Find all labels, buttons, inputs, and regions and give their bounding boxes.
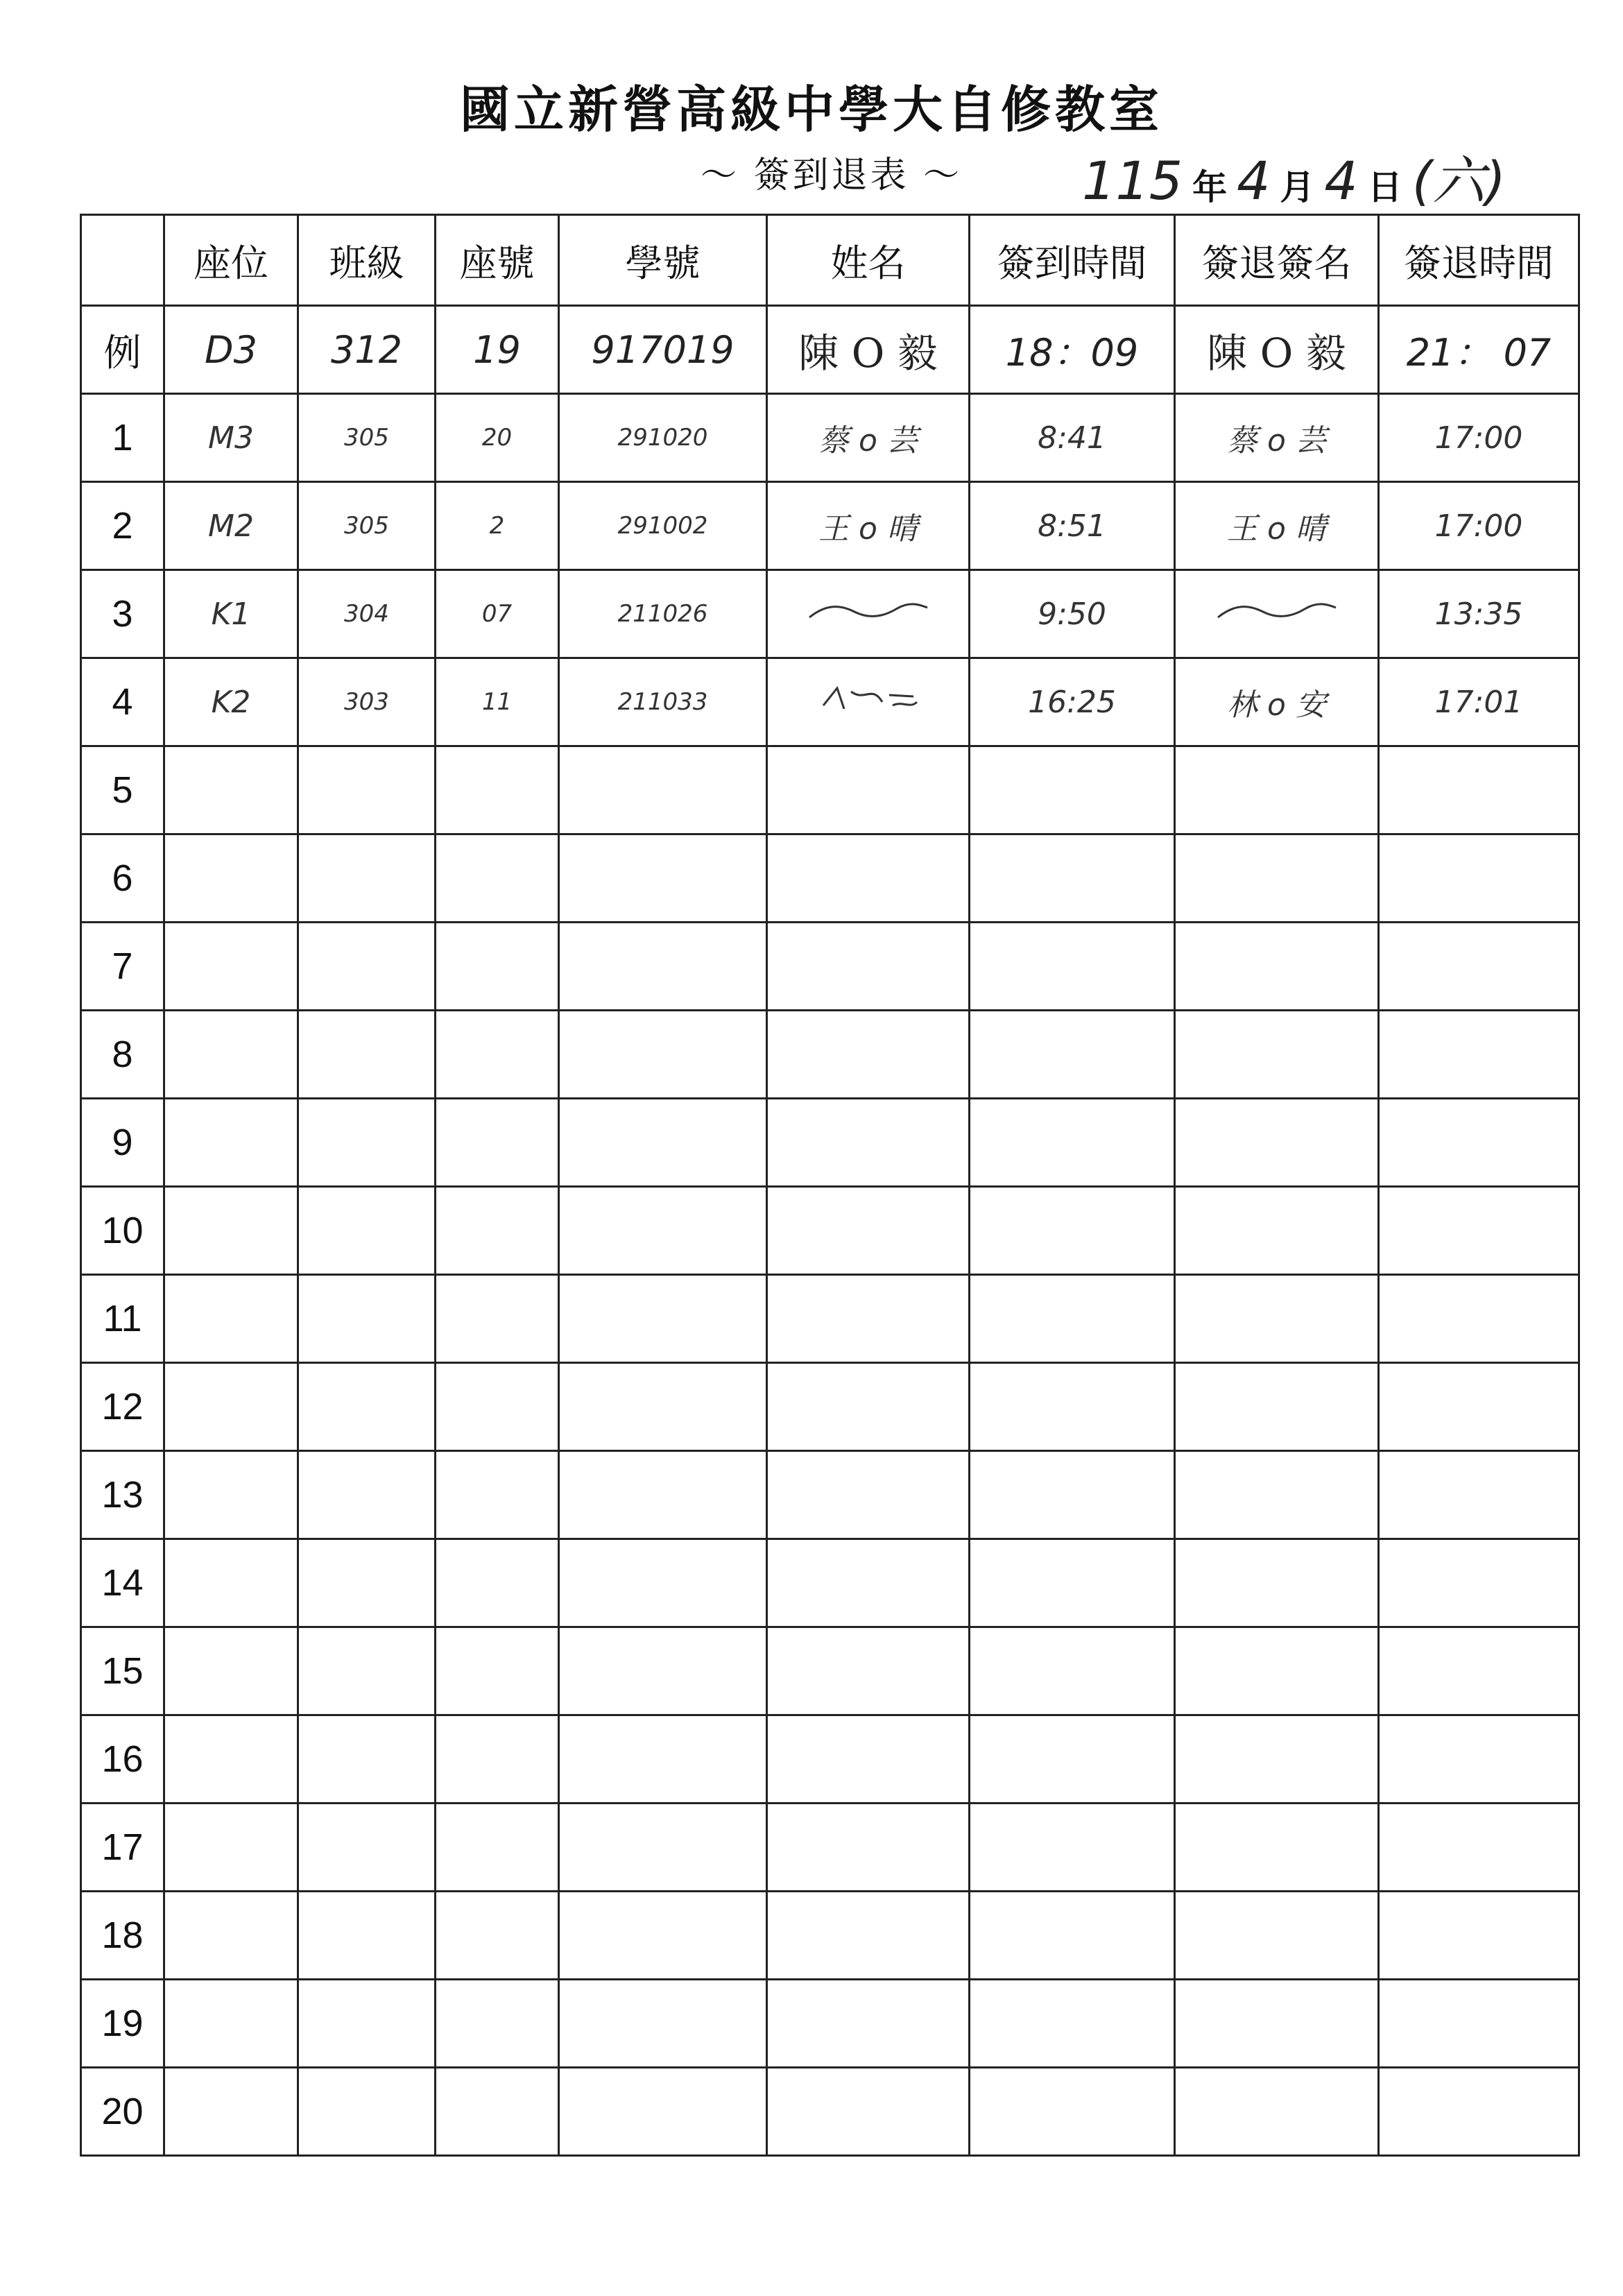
seat-cell: K1 bbox=[164, 570, 298, 658]
header-name: 姓名 bbox=[767, 215, 970, 306]
sign-in-cell bbox=[970, 2068, 1175, 2156]
sign-in-cell bbox=[970, 1627, 1175, 1715]
table-row bbox=[81, 1715, 1579, 1804]
sign-out-cell bbox=[1379, 1451, 1579, 1539]
student-id-cell bbox=[559, 1804, 767, 1892]
student-id-cell: 211026 bbox=[559, 570, 767, 658]
student-id-cell bbox=[559, 923, 767, 1011]
row-number: 3 bbox=[81, 570, 164, 658]
header-index bbox=[81, 215, 164, 306]
class-cell bbox=[298, 923, 436, 1011]
sign-out-name-cell bbox=[1175, 1715, 1379, 1804]
sign-out-cell bbox=[1379, 1099, 1579, 1187]
table-row bbox=[81, 1451, 1579, 1539]
table-row bbox=[81, 1539, 1579, 1627]
class-cell bbox=[298, 1187, 436, 1275]
class-cell: 305 bbox=[298, 482, 436, 570]
row-number: 15 bbox=[81, 1627, 164, 1715]
number-cell bbox=[436, 1804, 559, 1892]
example-student-id: 917019 bbox=[559, 306, 767, 394]
student-id-cell bbox=[559, 1275, 767, 1363]
name-cell bbox=[767, 570, 970, 658]
number-cell bbox=[436, 1011, 559, 1099]
student-id-cell bbox=[559, 1627, 767, 1715]
student-id-cell bbox=[559, 834, 767, 923]
sign-out-cell bbox=[1379, 2068, 1579, 2156]
date-month: 4 bbox=[1237, 150, 1271, 212]
header-class: 班級 bbox=[298, 215, 436, 306]
sign-in-cell bbox=[970, 1892, 1175, 1980]
name-cell bbox=[767, 746, 970, 834]
name-cell bbox=[767, 1363, 970, 1451]
page-subtitle: ～ 簽到退表 ～ bbox=[701, 155, 963, 196]
header-seat: 座位 bbox=[164, 215, 298, 306]
number-cell bbox=[436, 1980, 559, 2068]
student-id-cell bbox=[559, 1892, 767, 1980]
name-cell bbox=[767, 1451, 970, 1539]
number-cell bbox=[436, 1539, 559, 1627]
table-row bbox=[81, 1627, 1579, 1715]
sign-in-cell bbox=[970, 1275, 1175, 1363]
table-row bbox=[81, 394, 1579, 482]
student-id-cell bbox=[559, 1099, 767, 1187]
number-cell bbox=[436, 1099, 559, 1187]
sign-out-cell bbox=[1379, 1804, 1579, 1892]
sign-out-cell: 17:00 bbox=[1379, 482, 1579, 570]
sign-out-name-cell bbox=[1175, 1099, 1379, 1187]
sign-in-cell bbox=[970, 1099, 1175, 1187]
header-sign-in-time: 簽到時間 bbox=[970, 215, 1175, 306]
number-cell bbox=[436, 1892, 559, 1980]
sign-out-name-cell bbox=[1175, 570, 1379, 658]
sign-in-cell bbox=[970, 1539, 1175, 1627]
sign-in-cell bbox=[970, 746, 1175, 834]
date-month-label: 月 bbox=[1280, 166, 1315, 207]
date-year: 115 bbox=[1082, 150, 1183, 212]
sign-out-cell bbox=[1379, 1275, 1579, 1363]
number-cell bbox=[436, 1275, 559, 1363]
table-row bbox=[81, 746, 1579, 834]
sign-out-cell bbox=[1379, 1363, 1579, 1451]
seat-cell bbox=[164, 1451, 298, 1539]
date-year-label: 年 bbox=[1192, 166, 1228, 207]
example-label: 例 bbox=[81, 306, 164, 394]
example-sign-in: 18：09 bbox=[970, 306, 1175, 394]
class-cell bbox=[298, 1892, 436, 1980]
sign-out-name-cell bbox=[1175, 1804, 1379, 1892]
table-row bbox=[81, 1804, 1579, 1892]
name-cell bbox=[767, 1804, 970, 1892]
student-id-cell bbox=[559, 1715, 767, 1804]
date-day-label: 日 bbox=[1367, 166, 1402, 207]
table-header-row bbox=[81, 215, 1579, 306]
seat-cell: K2 bbox=[164, 658, 298, 746]
seat-cell bbox=[164, 1980, 298, 2068]
seat-cell bbox=[164, 1187, 298, 1275]
sign-out-cell bbox=[1379, 834, 1579, 923]
table-row bbox=[81, 1892, 1579, 1980]
sign-in-cell bbox=[970, 1363, 1175, 1451]
row-number: 11 bbox=[81, 1275, 164, 1363]
example-name: 陳 O 毅 bbox=[767, 306, 970, 394]
class-cell bbox=[298, 1275, 436, 1363]
name-cell bbox=[767, 1715, 970, 1804]
sign-in-cell: 8:51 bbox=[970, 482, 1175, 570]
row-number: 12 bbox=[81, 1363, 164, 1451]
name-cell bbox=[767, 1627, 970, 1715]
signature-scribble bbox=[816, 681, 920, 716]
seat-cell bbox=[164, 1011, 298, 1099]
class-cell: 305 bbox=[298, 394, 436, 482]
student-id-cell: 211033 bbox=[559, 658, 767, 746]
student-id-cell bbox=[559, 1187, 767, 1275]
sign-out-name-cell bbox=[1175, 1539, 1379, 1627]
number-cell bbox=[436, 746, 559, 834]
sign-out-name-cell: 王 o 晴 bbox=[1175, 482, 1379, 570]
sign-in-cell bbox=[970, 1715, 1175, 1804]
sign-out-cell bbox=[1379, 923, 1579, 1011]
name-cell bbox=[767, 923, 970, 1011]
class-cell: 303 bbox=[298, 658, 436, 746]
example-number: 19 bbox=[436, 306, 559, 394]
number-cell bbox=[436, 1451, 559, 1539]
name-cell bbox=[767, 834, 970, 923]
table-row bbox=[81, 570, 1579, 658]
student-id-cell bbox=[559, 2068, 767, 2156]
sign-out-name-cell bbox=[1175, 1363, 1379, 1451]
number-cell bbox=[436, 923, 559, 1011]
class-cell bbox=[298, 2068, 436, 2156]
student-id-cell bbox=[559, 1011, 767, 1099]
page-title: 國立新營高級中學大自修教室 bbox=[459, 80, 1163, 139]
row-number: 7 bbox=[81, 923, 164, 1011]
row-number: 13 bbox=[81, 1451, 164, 1539]
student-id-cell bbox=[559, 746, 767, 834]
number-cell: 07 bbox=[436, 570, 559, 658]
name-cell: 蔡 o 芸 bbox=[767, 394, 970, 482]
row-number: 1 bbox=[81, 394, 164, 482]
sign-in-cell: 8:41 bbox=[970, 394, 1175, 482]
table-row bbox=[81, 1187, 1579, 1275]
table-row bbox=[81, 482, 1579, 570]
example-class: 312 bbox=[298, 306, 436, 394]
sign-in-cell bbox=[970, 923, 1175, 1011]
example-row bbox=[81, 306, 1579, 394]
table-row bbox=[81, 2068, 1579, 2156]
sign-out-cell bbox=[1379, 1011, 1579, 1099]
table-row bbox=[81, 1363, 1579, 1451]
sign-in-out-table bbox=[80, 214, 1580, 2157]
class-cell bbox=[298, 1715, 436, 1804]
sign-out-name-cell: 蔡 o 芸 bbox=[1175, 394, 1379, 482]
row-number: 2 bbox=[81, 482, 164, 570]
sign-out-name-cell bbox=[1175, 1451, 1379, 1539]
name-cell bbox=[767, 1539, 970, 1627]
row-number: 10 bbox=[81, 1187, 164, 1275]
sign-out-cell bbox=[1379, 1187, 1579, 1275]
sign-out-cell bbox=[1379, 1892, 1579, 1980]
sign-out-name-cell bbox=[1175, 1275, 1379, 1363]
seat-cell bbox=[164, 1804, 298, 1892]
row-number: 18 bbox=[81, 1892, 164, 1980]
number-cell bbox=[436, 1187, 559, 1275]
example-sign-out: 21： 07 bbox=[1379, 306, 1579, 394]
seat-cell: M2 bbox=[164, 482, 298, 570]
sign-out-name-cell bbox=[1175, 1011, 1379, 1099]
row-number: 19 bbox=[81, 1980, 164, 2068]
name-cell bbox=[767, 1011, 970, 1099]
name-cell bbox=[767, 1980, 970, 2068]
sign-in-cell: 16:25 bbox=[970, 658, 1175, 746]
name-cell bbox=[767, 1275, 970, 1363]
sign-out-name-cell bbox=[1175, 746, 1379, 834]
sign-in-cell bbox=[970, 1980, 1175, 2068]
sign-out-name-cell: 林 o 安 bbox=[1175, 658, 1379, 746]
class-cell bbox=[298, 1099, 436, 1187]
student-id-cell bbox=[559, 1980, 767, 2068]
seat-cell bbox=[164, 1715, 298, 1804]
table-row bbox=[81, 1275, 1579, 1363]
seat-cell: M3 bbox=[164, 394, 298, 482]
student-id-cell bbox=[559, 1451, 767, 1539]
sign-in-cell bbox=[970, 1011, 1175, 1099]
number-cell bbox=[436, 2068, 559, 2156]
sign-out-cell: 13:35 bbox=[1379, 570, 1579, 658]
sign-out-name-cell bbox=[1175, 1892, 1379, 1980]
name-cell bbox=[767, 1892, 970, 1980]
sign-out-cell bbox=[1379, 1627, 1579, 1715]
number-cell bbox=[436, 1627, 559, 1715]
seat-cell bbox=[164, 1275, 298, 1363]
header-student-id: 學號 bbox=[559, 215, 767, 306]
class-cell bbox=[298, 834, 436, 923]
sign-in-cell bbox=[970, 1804, 1175, 1892]
sign-out-cell bbox=[1379, 1539, 1579, 1627]
table-row bbox=[81, 923, 1579, 1011]
table-row bbox=[81, 834, 1579, 923]
row-number: 6 bbox=[81, 834, 164, 923]
sign-out-cell: 17:01 bbox=[1379, 658, 1579, 746]
table-row bbox=[81, 1980, 1579, 2068]
sign-in-cell bbox=[970, 834, 1175, 923]
example-seat: D3 bbox=[164, 306, 298, 394]
number-cell bbox=[436, 1715, 559, 1804]
table-row bbox=[81, 1011, 1579, 1099]
sign-out-name-cell bbox=[1175, 923, 1379, 1011]
student-id-cell: 291002 bbox=[559, 482, 767, 570]
seat-cell bbox=[164, 1539, 298, 1627]
sign-out-cell bbox=[1379, 1980, 1579, 2068]
signature-scribble bbox=[1214, 597, 1339, 624]
sign-out-name-cell bbox=[1175, 2068, 1379, 2156]
date-line bbox=[1082, 139, 1506, 214]
class-cell bbox=[298, 1363, 436, 1451]
student-id-cell: 291020 bbox=[559, 394, 767, 482]
seat-cell bbox=[164, 923, 298, 1011]
name-cell: 王 o 晴 bbox=[767, 482, 970, 570]
class-cell bbox=[298, 746, 436, 834]
student-id-cell bbox=[559, 1539, 767, 1627]
seat-cell bbox=[164, 1892, 298, 1980]
class-cell bbox=[298, 1627, 436, 1715]
sign-out-cell: 17:00 bbox=[1379, 394, 1579, 482]
row-number: 16 bbox=[81, 1715, 164, 1804]
seat-cell bbox=[164, 1363, 298, 1451]
class-cell bbox=[298, 1011, 436, 1099]
number-cell: 11 bbox=[436, 658, 559, 746]
sign-out-name-cell bbox=[1175, 1980, 1379, 2068]
class-cell bbox=[298, 1539, 436, 1627]
sign-out-cell bbox=[1379, 1715, 1579, 1804]
name-cell bbox=[767, 658, 970, 746]
date-day: 4 bbox=[1324, 150, 1358, 212]
name-cell bbox=[767, 2068, 970, 2156]
name-cell bbox=[767, 1099, 970, 1187]
number-cell bbox=[436, 1363, 559, 1451]
class-cell bbox=[298, 1451, 436, 1539]
sign-in-cell: 9:50 bbox=[970, 570, 1175, 658]
signature-scribble bbox=[806, 597, 931, 624]
seat-cell bbox=[164, 1099, 298, 1187]
seat-cell bbox=[164, 834, 298, 923]
header-sign-out-signature: 簽退簽名 bbox=[1175, 215, 1379, 306]
number-cell: 2 bbox=[436, 482, 559, 570]
row-number: 4 bbox=[81, 658, 164, 746]
sign-out-cell bbox=[1379, 746, 1579, 834]
number-cell: 20 bbox=[436, 394, 559, 482]
table-row bbox=[81, 658, 1579, 746]
seat-cell bbox=[164, 2068, 298, 2156]
row-number: 9 bbox=[81, 1099, 164, 1187]
row-number: 8 bbox=[81, 1011, 164, 1099]
sign-out-name-cell bbox=[1175, 1187, 1379, 1275]
student-id-cell bbox=[559, 1363, 767, 1451]
seat-cell bbox=[164, 1627, 298, 1715]
row-number: 14 bbox=[81, 1539, 164, 1627]
sign-in-cell bbox=[970, 1451, 1175, 1539]
name-cell bbox=[767, 1187, 970, 1275]
seat-cell bbox=[164, 746, 298, 834]
class-cell: 304 bbox=[298, 570, 436, 658]
sign-out-name-cell bbox=[1175, 834, 1379, 923]
number-cell bbox=[436, 834, 559, 923]
table-row bbox=[81, 1099, 1579, 1187]
date-weekday: (六) bbox=[1411, 150, 1506, 212]
sign-in-cell bbox=[970, 1187, 1175, 1275]
header-sign-out-time: 簽退時間 bbox=[1379, 215, 1579, 306]
class-cell bbox=[298, 1804, 436, 1892]
row-number: 20 bbox=[81, 2068, 164, 2156]
row-number: 5 bbox=[81, 746, 164, 834]
example-sign-out-name: 陳 O 毅 bbox=[1175, 306, 1379, 394]
header-number: 座號 bbox=[436, 215, 559, 306]
class-cell bbox=[298, 1980, 436, 2068]
row-number: 17 bbox=[81, 1804, 164, 1892]
sign-out-name-cell bbox=[1175, 1627, 1379, 1715]
